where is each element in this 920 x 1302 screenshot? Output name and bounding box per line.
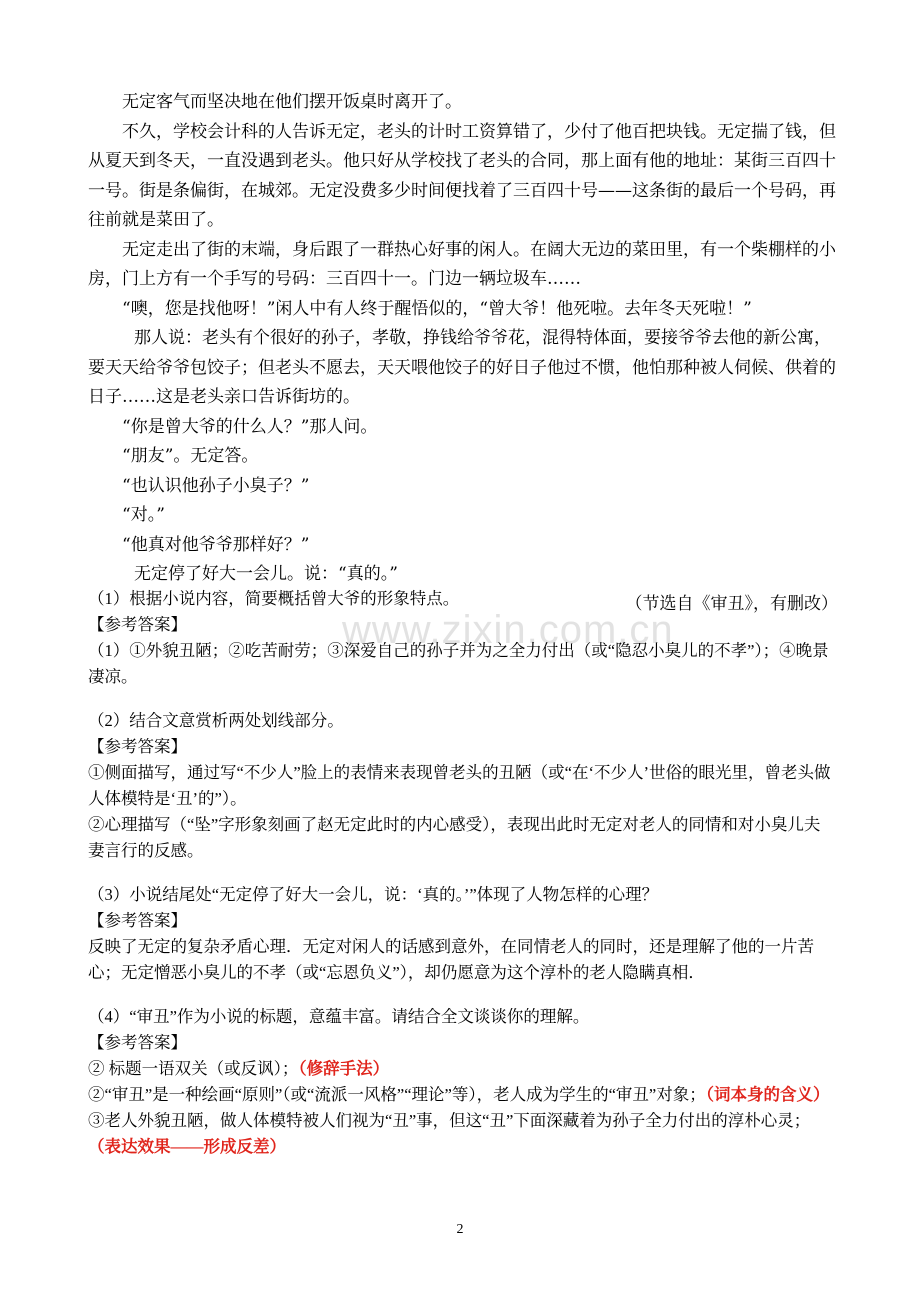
story-dialogue: 无定停了好大一会儿。说：“真的。” [134,564,398,584]
story-dialogue: “也认识他孙子小臭子？” [122,475,310,496]
reference-answer-label: 【参考答案】 [88,737,187,756]
answer-4-part-1 [88,1056,834,1082]
question-3: （3）小说结尾处“无定停了好大一会儿，说：‘真的。’”体现了人物怎样的心理？ [88,885,659,904]
source-credit: （节选自《审丑》，有删改） [625,593,838,614]
annotation-note: （修辞手法） [298,1059,390,1078]
story-dialogue: “朋友”。无定答。 [122,446,259,466]
answer-2-part-1: ①侧面描写，通过写“不少人”脸上的表情来表现曾老头的丑陋（或“在‘不少人’世俗的眼光里，曾老头做人体模特是‘丑’的”）。 [88,763,831,808]
spacer [88,986,834,1004]
annotation-note: （表达效果——形成反差） [88,1137,286,1156]
answer-text: ②“审丑”是一种绘画“原则”（或“流派一风格”“理论”等），老人成为学生的“审丑”对象； [88,1085,706,1104]
story-dialogue: “他真对他爷爷那样好？” [122,534,310,555]
story-paragraph: 无定走出了街的末端，身后跟了一群热心好事的闲人。在阔大无边的菜田里，有一个柴棚样的小房，门上方有一个手写的号码：三百四十一。门边一辆垃圾车…… [88,239,836,289]
answer-text: ② 标题一语双关（或反讽）； [88,1059,299,1078]
reference-answer-label: 【参考答案】 [88,911,187,930]
answer-4-part-2 [88,1082,834,1108]
question-2: （2）结合文意赏析两处划线部分。 [88,711,344,730]
story-dialogue: “你是曾大爷的什么人？”那人问。 [122,416,378,437]
watermark: www.zixin.com.cn [342,608,674,652]
story-paragraph: 那人说：老头有个很好的孙子，孝敬，挣钱给爷爷花，混得特体面，要接爷爷去他的新公寓，要天天给爷爷包饺子；但老头不愿去，天天喂他饺子的好日子他过不惯，他怕那种被人伺候、供着的日子……这是老头亲口告诉街坊的。 [88,328,836,407]
story-dialogue: “对。” [122,505,165,525]
question-1: （1）根据小说内容，简要概括曾大爷的形象特点。 [88,589,460,608]
spacer [88,864,834,882]
annotation-note: （词本身的含义） [705,1085,830,1104]
story-excerpt [88,88,838,619]
reference-answer-label: 【参考答案】 [88,1033,187,1052]
answer-4-part-3 [88,1108,834,1160]
reference-answer-label: 【参考答案】 [88,615,187,634]
question-4: （4）“审丑”作为小说的标题，意蕴丰富。请结合全文谈谈你的理解。 [88,1007,590,1026]
story-paragraph: 无定客气而坚决地在他们摆开饭桌时离开了。 [122,92,462,112]
story-paragraph: 不久，学校会计科的人告诉无定，老头的计时工资算错了，少付了他百把块钱。无定揣了钱，但从夏天到冬天，一直没遇到老头。他只好从学校找了老头的合同，那上面有他的地址：某街三百四十一号。街是条偏街，在城郊。无定没费多少时间便找着了三百四十号——这条街的最后一个号码，再往前就是菜田了。 [88,121,836,230]
questions-answers [88,586,834,1160]
answer-text: ③老人外貌丑陋，做人体模特被人们视为“丑”事，但这“丑”下面深藏着为孙子全力付出的淳朴心灵； [88,1111,811,1130]
answer-3: 反映了无定的复杂矛盾心理．无定对闲人的话感到意外，在同情老人的同时，还是理解了他的一片苦心；无定憎恶小臭儿的不孝（或“忘恩负义”），却仍愿意为这个淳朴的老人隐瞒真相． [88,937,814,982]
page-number: 2 [456,1222,464,1237]
answer-2-part-2: ②心理描写（“坠”字形象刻画了赵无定此时的内心感受），表现出此时无定对老人的同情和对小臭儿夫妻言行的反感。 [88,815,821,860]
answer-1: （1）①外貌丑陋；②吃苦耐劳；③深爱自己的孙子并为之全力付出（或“隐忍小臭儿的不孝”）；④晚景凄凉。 [88,641,829,686]
spacer [88,690,834,708]
story-paragraph: “噢，您是找他呀！”闲人中有人终于醒悟似的，“曾大爷！他死啦。去年冬天死啦！” [122,298,752,319]
